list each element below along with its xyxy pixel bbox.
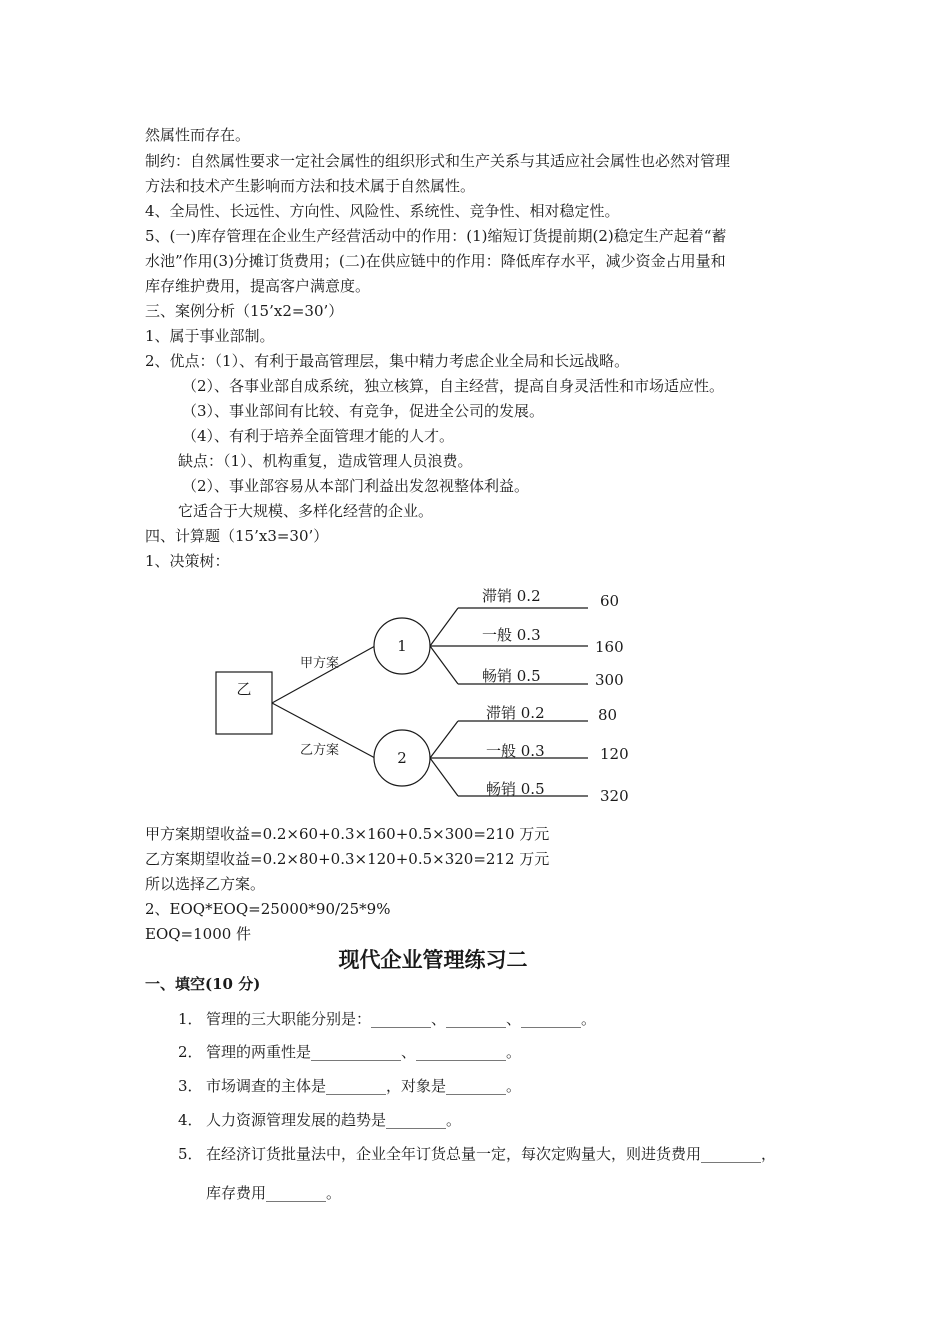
outcome-label: 畅销 0.5: [482, 667, 541, 685]
chance-node-2-label: 2: [397, 749, 407, 767]
question-text-continued: 库存费用________。: [206, 1184, 342, 1202]
payoff-value: 320: [600, 787, 629, 805]
decision-tree-label: 1、决策树：: [145, 552, 230, 570]
question-text: 管理的两重性是____________、____________。: [206, 1043, 522, 1061]
outcome-line: [430, 646, 458, 684]
section-heading: 一、填空(10 分): [145, 975, 261, 993]
payoff-value: 80: [598, 706, 618, 724]
calc-result-line: EOQ=1000 件: [145, 925, 252, 943]
question-item: [178, 1144, 776, 1164]
question-item: [178, 1076, 521, 1096]
question-number: 4．: [178, 1111, 203, 1129]
case-line: 缺点：（1）、机构重复，造成管理人员浪费。: [178, 452, 473, 470]
case-line: （2）、事业部容易从本部门利益出发忽视整体利益。: [182, 477, 530, 495]
branch-label-a: 甲方案: [300, 656, 340, 671]
chance-node-1-label: 1: [397, 637, 407, 655]
question-text: 人力资源管理发展的趋势是________。: [206, 1111, 462, 1129]
case-line: 1、属于事业部制。: [145, 327, 275, 345]
answer-text-line: 制约：自然属性要求一定社会属性的组织形式和生产关系与其适应社会属性也必然对管理: [145, 152, 731, 170]
outcome-label: 一般 0.3: [482, 626, 541, 644]
answer-text-line: 5、(一)库存管理在企业生产经营活动中的作用：(1)缩短订货提前期(2)稳定生产起着“蓄: [145, 227, 727, 245]
case-line: （3）、事业部间有比较、有竞争，促进全公司的发展。: [182, 402, 545, 420]
outcome-label: 滞销 0.2: [482, 587, 541, 605]
outcome-label: 畅销 0.5: [486, 780, 545, 798]
case-line: （4）、有利于培养全面管理才能的人才。: [182, 427, 455, 445]
calc-result-line: 2、EOQ*EOQ=25000*90/25*9%: [145, 900, 391, 918]
exercise-title: 现代企业管理练习二: [338, 947, 528, 972]
question-number: 3．: [178, 1077, 203, 1095]
outcome-label: 滞销 0.2: [486, 704, 545, 722]
answer-text-line: 水池”作用(3)分摊订货费用；(二)在供应链中的作用：降低库存水平，减少资金占用量和: [145, 252, 726, 270]
answer-text-line: 库存维护费用，提高客户满意度。: [145, 277, 371, 295]
payoff-value: 160: [595, 638, 624, 656]
calc-result-line: 甲方案期望收益=0.2×60+0.3×160+0.5×300=210 万元: [145, 825, 550, 843]
calc-heading: 四、计算题（15’x3=30’）: [145, 527, 329, 545]
outcome-line: [430, 608, 458, 646]
branch-line-a: [272, 646, 375, 703]
outcome-label: 一般 0.3: [486, 742, 545, 760]
answer-text-line: 方法和技术产生影响而方法和技术属于自然属性。: [145, 177, 476, 195]
outcome-line: [430, 758, 458, 796]
case-line: 2、优点：（1）、有利于最高管理层，集中精力考虑企业全局和长远战略。: [145, 352, 630, 370]
question-item: [178, 1009, 596, 1029]
case-line: （2）、各事业部自成系统，独立核算，自主经营，提高自身灵活性和市场适应性。: [182, 377, 725, 395]
case-line: 它适合于大规模、多样化经营的企业。: [178, 502, 434, 520]
calc-result-line: 乙方案期望收益=0.2×80+0.3×120+0.5×320=212 万元: [145, 850, 550, 868]
calc-result-line: 所以选择乙方案。: [145, 875, 266, 893]
question-item: [178, 1110, 461, 1130]
question-text: 管理的三大职能分别是：________、________、________。: [206, 1010, 597, 1028]
question-text: 在经济订货批量法中，企业全年订货总量一定，每次定购量大，则进货费用________，: [206, 1145, 777, 1163]
case-heading: 三、案例分析（15’x2=30’）: [145, 302, 344, 320]
payoff-value: 300: [595, 671, 624, 689]
outcome-line: [430, 721, 458, 758]
payoff-value: 60: [600, 592, 620, 610]
question-item: [178, 1042, 521, 1062]
question-number: 2．: [178, 1043, 203, 1061]
question-number: 1．: [178, 1010, 203, 1028]
answer-text-line: 然属性而存在。: [145, 126, 251, 144]
payoff-value: 120: [600, 745, 629, 763]
answer-text-line: 4、全局性、长远性、方向性、风险性、系统性、竞争性、相对稳定性。: [145, 202, 620, 220]
question-text: 市场调查的主体是________，对象是________。: [206, 1077, 522, 1095]
question-number: 5．: [178, 1145, 203, 1163]
decision-node-label: 乙: [236, 680, 252, 698]
branch-label-b: 乙方案: [300, 743, 340, 758]
